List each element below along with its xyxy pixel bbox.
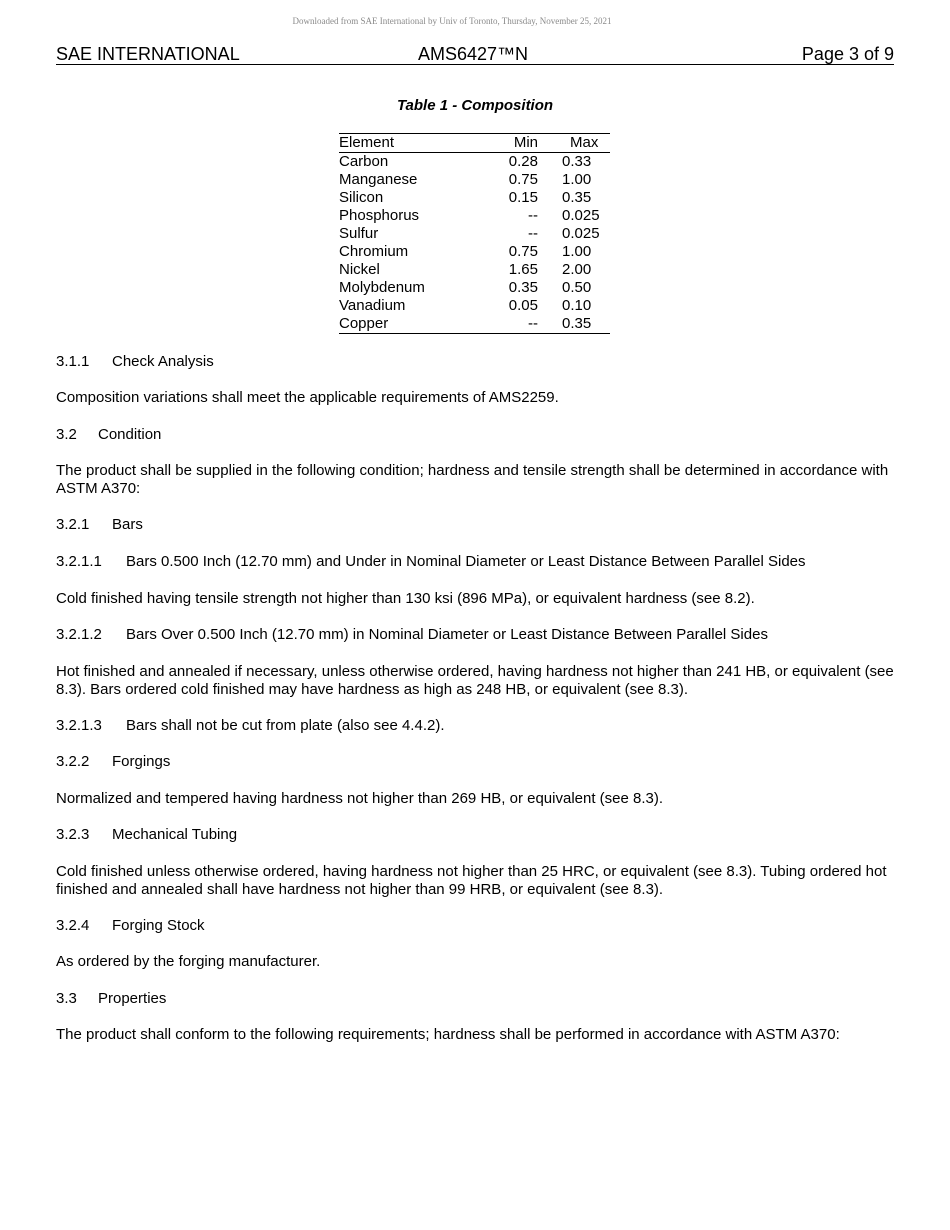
column-header-max: Max <box>570 134 599 151</box>
table-header-row <box>339 134 610 153</box>
section-number: 3.2.4 <box>56 917 90 934</box>
paragraph-3-2-3: Cold finished unless otherwise ordered, having hardness not higher than 25 HRC, or equivalent (see 8.3). Tubing ordered hot finished and annealed shall have hardness not higher than 99 HRB, or equivalent (see 8.3). <box>56 863 887 898</box>
header-org: SAE INTERNATIONAL <box>56 44 240 64</box>
cell-element: Vanadium <box>339 297 406 314</box>
table-row <box>339 225 610 243</box>
section-title: Forgings <box>112 753 171 770</box>
cell-element: Molybdenum <box>339 279 425 296</box>
section-title: Forging Stock <box>112 917 205 934</box>
section-title: Check Analysis <box>112 353 214 370</box>
table-row <box>339 243 610 261</box>
paragraph-3-2-1-1: Cold finished having tensile strength not higher than 130 ksi (896 MPa), or equivalent hardness (see 8.2). <box>56 590 755 607</box>
cell-element: Nickel <box>339 261 380 278</box>
cell-min: 0.05 <box>508 297 538 314</box>
table-row <box>339 261 610 279</box>
section-number: 3.2.1 <box>56 516 90 533</box>
section-title: Condition <box>98 426 162 443</box>
section-heading-3-2-4 <box>56 917 896 935</box>
cell-max: 0.10 <box>562 297 592 314</box>
section-heading-3-1-1 <box>56 353 896 371</box>
section-heading-3-2-3 <box>56 826 896 844</box>
section-heading-3-2-1-2 <box>56 626 896 644</box>
paragraph-3-3: The product shall conform to the following requirements; hardness shall be performed in accordance with ASTM A370: <box>56 1026 840 1043</box>
cell-min: 0.35 <box>508 279 538 296</box>
cell-element: Sulfur <box>339 225 379 242</box>
section-number: 3.2.1.3 <box>56 717 102 734</box>
header-doc-id: AMS6427™N <box>418 44 529 64</box>
section-heading-3-3 <box>56 990 896 1008</box>
paragraph-3-2: The product shall be supplied in the following condition; hardness and tensile strength shall be determined in accordance with ASTM A370: <box>56 462 889 497</box>
table-row <box>339 279 610 297</box>
table-title: Table 1 - Composition <box>396 97 554 114</box>
cell-min: 1.65 <box>508 261 538 278</box>
paragraph-3-1-1: Composition variations shall meet the applicable requirements of AMS2259. <box>56 389 559 406</box>
section-number: 3.1.1 <box>56 353 90 370</box>
download-watermark: Downloaded from SAE International by Univ of Toronto, Thursday, November 25, 2021 <box>292 16 612 26</box>
column-header-element: Element <box>339 134 395 151</box>
cell-min: -- <box>528 225 538 242</box>
cell-max: 0.33 <box>562 153 592 170</box>
cell-max: 0.35 <box>562 189 592 206</box>
table-row <box>339 297 610 315</box>
paragraph-3-2-4: As ordered by the forging manufacturer. <box>56 953 321 970</box>
cell-max: 2.00 <box>562 261 592 278</box>
table-row <box>339 189 610 207</box>
header-page-number: Page 3 of 9 <box>801 44 894 64</box>
cell-min: -- <box>528 207 538 224</box>
table-row <box>339 153 610 172</box>
table-row <box>339 207 610 225</box>
section-number: 3.2.3 <box>56 826 90 843</box>
section-title: Mechanical Tubing <box>112 826 238 843</box>
section-heading-3-2-2 <box>56 753 896 771</box>
cell-element: Phosphorus <box>339 207 420 224</box>
paragraph-3-2-1-2: Hot finished and annealed if necessary, unless otherwise ordered, having hardness not higher than 241 HB, or equivalent (see 8.3). Bars ordered cold finished may have hardness as high as 248 HB, or equivalent (see 8.3). <box>56 663 894 698</box>
section-heading-3-2-1-3 <box>56 717 896 735</box>
cell-element: Manganese <box>339 171 418 188</box>
cell-min: 0.28 <box>508 153 538 170</box>
cell-element: Copper <box>339 315 389 332</box>
cell-element: Carbon <box>339 153 389 170</box>
section-number: 3.2.1.2 <box>56 626 102 643</box>
section-heading-3-2-1 <box>56 516 896 534</box>
section-number: 3.2.2 <box>56 753 90 770</box>
cell-max: 0.35 <box>562 315 592 332</box>
cell-element: Chromium <box>339 243 409 260</box>
section-title: Bars shall not be cut from plate (also see 4.4.2). <box>126 717 445 734</box>
cell-min: 0.75 <box>508 171 538 188</box>
page-header <box>56 44 894 65</box>
paragraph-3-2-2: Normalized and tempered having hardness not higher than 269 HB, or equivalent (see 8.3). <box>56 790 664 807</box>
composition-table <box>339 133 610 334</box>
cell-max: 1.00 <box>562 171 592 188</box>
cell-min: -- <box>528 315 538 332</box>
cell-max: 0.025 <box>562 207 600 224</box>
cell-element: Silicon <box>339 189 384 206</box>
section-number: 3.3 <box>56 990 77 1007</box>
cell-max: 0.50 <box>562 279 592 296</box>
cell-min: 0.15 <box>508 189 538 206</box>
section-heading-3-2-1-1 <box>56 553 896 571</box>
section-heading-3-2 <box>56 426 896 444</box>
cell-max: 0.025 <box>562 225 600 242</box>
section-title: Bars <box>112 516 143 533</box>
cell-max: 1.00 <box>562 243 592 260</box>
section-number: 3.2 <box>56 426 77 443</box>
section-title: Bars 0.500 Inch (12.70 mm) and Under in Nominal Diameter or Least Distance Between Parallel Sides <box>126 553 806 570</box>
section-number: 3.2.1.1 <box>56 553 102 570</box>
cell-min: 0.75 <box>508 243 538 260</box>
section-title: Bars Over 0.500 Inch (12.70 mm) in Nominal Diameter or Least Distance Between Parallel Sides <box>126 626 768 643</box>
section-title: Properties <box>98 990 167 1007</box>
table-row <box>339 315 610 334</box>
column-header-min: Min <box>513 134 538 151</box>
table-row <box>339 171 610 189</box>
